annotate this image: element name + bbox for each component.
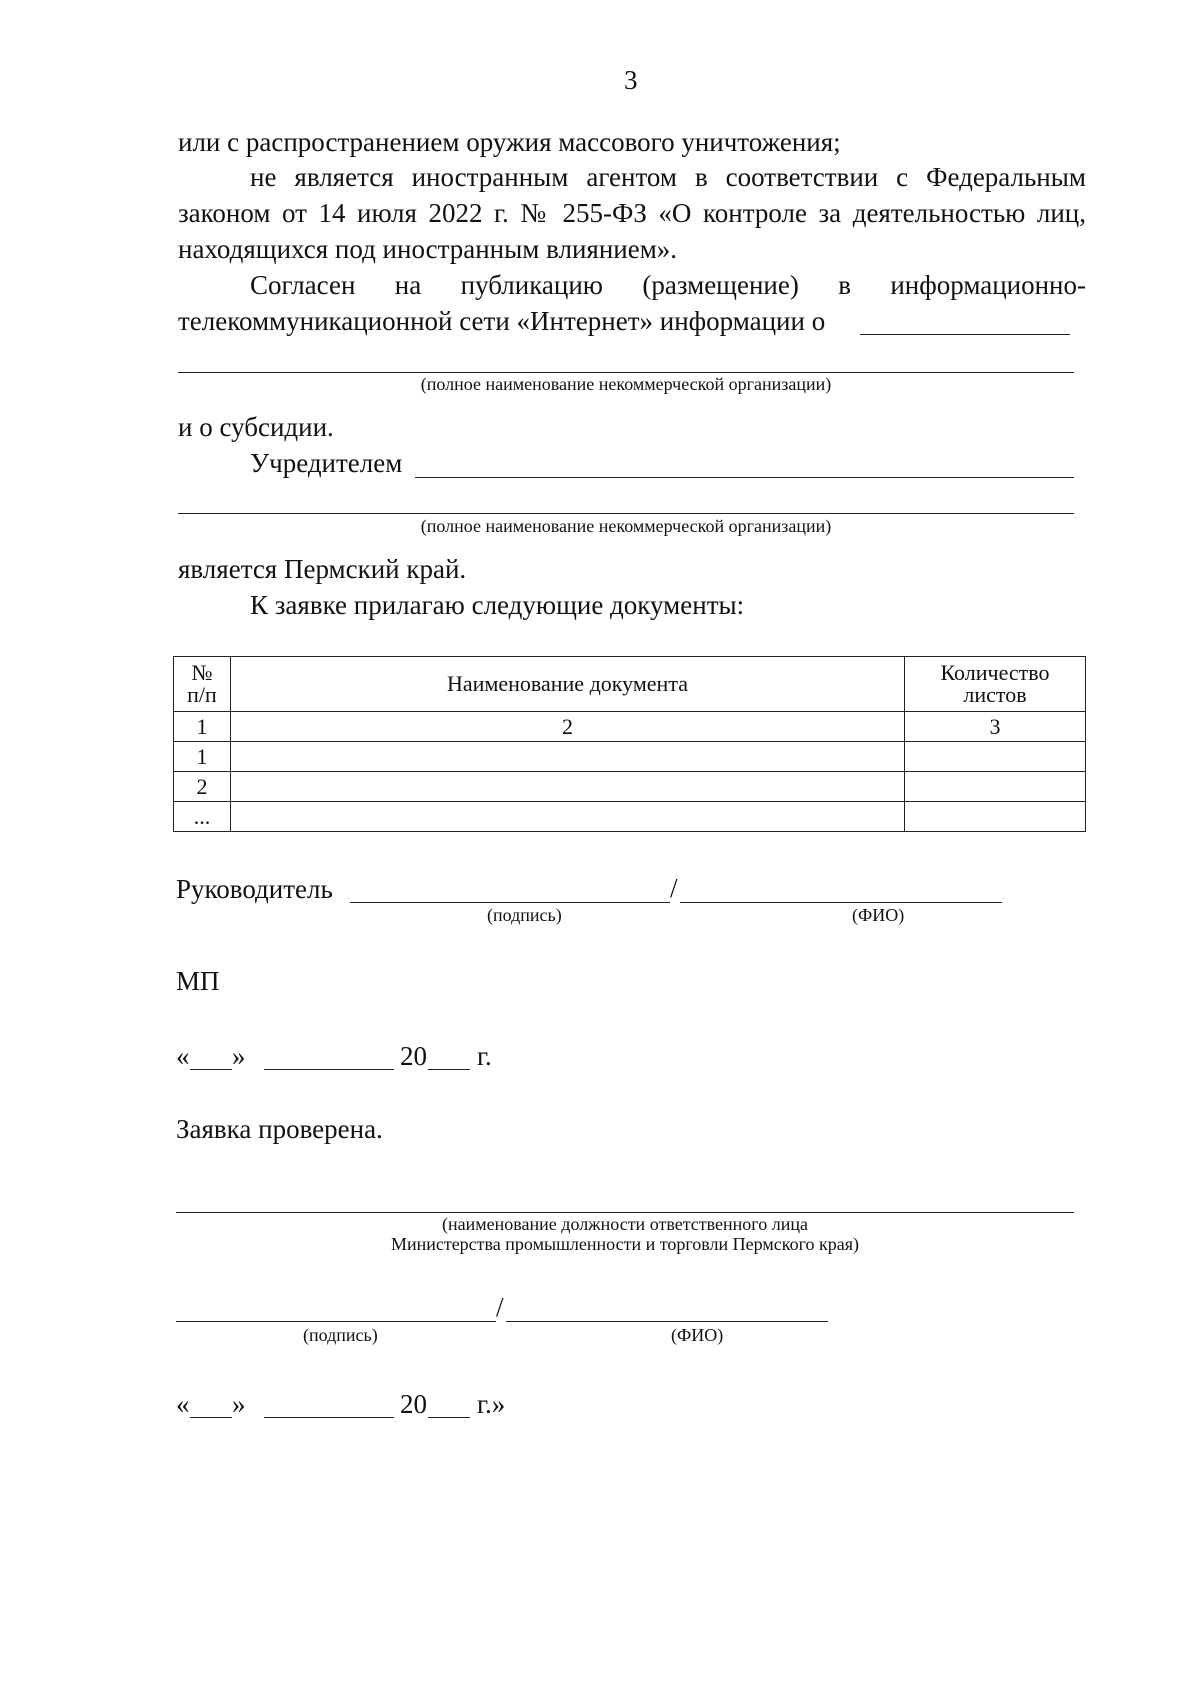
- founder-label: Учредителем: [250, 448, 403, 478]
- check-date-close-quote: »: [232, 1389, 246, 1419]
- table-row: [174, 802, 1086, 832]
- table-cell: 2: [231, 712, 905, 742]
- application-checked-label: Заявка проверена.: [176, 1114, 383, 1144]
- paragraph-perm-krai: является Пермский край.: [178, 554, 467, 584]
- table-cell[interactable]: [231, 742, 905, 772]
- paragraph-consent-line1: Согласен на публикацию (размещение) в информационно-: [250, 270, 1086, 300]
- table-row: [174, 742, 1086, 772]
- date-year-blank[interactable]: [428, 1069, 470, 1070]
- date-day-blank[interactable]: [190, 1069, 232, 1070]
- date-open-quote: «: [176, 1041, 190, 1071]
- org-name-caption-2: (полное наименование некоммерческой организации): [420, 516, 832, 536]
- check-signature-blank[interactable]: [176, 1321, 496, 1322]
- head-sign-caption: (подпись): [487, 905, 562, 925]
- head-signature-blank[interactable]: [350, 902, 670, 903]
- table-header-row: [174, 657, 1086, 712]
- check-date-year-suffix: г.»: [477, 1389, 506, 1419]
- check-date-day-blank[interactable]: [190, 1417, 232, 1418]
- check-date-year-blank[interactable]: [428, 1417, 470, 1418]
- date-month-blank[interactable]: [264, 1069, 394, 1070]
- table-cell: ...: [174, 802, 231, 832]
- head-slash: /: [670, 873, 678, 903]
- paragraph-attach-docs: К заявке прилагаю следующие документы:: [250, 590, 745, 620]
- date-year-suffix: г.: [477, 1041, 492, 1071]
- head-label: Руководитель: [176, 874, 333, 904]
- table-cell: 2: [174, 772, 231, 802]
- check-date-month-blank[interactable]: [264, 1417, 394, 1418]
- page-number: 3: [624, 65, 638, 95]
- org-name-caption-1: (полное наименование некоммерческой организации): [420, 374, 832, 394]
- paragraph-foreign-agent-line1: не является иностранным агентом в соответствии с Федеральным: [250, 162, 1086, 192]
- head-fio-caption: (ФИО): [852, 905, 905, 925]
- check-slash: /: [496, 1292, 504, 1322]
- table-cell: 1: [174, 712, 231, 742]
- table-cell[interactable]: [231, 772, 905, 802]
- position-blank[interactable]: [176, 1212, 1074, 1213]
- date-close-quote: »: [232, 1041, 246, 1071]
- founder-blank-a[interactable]: [415, 477, 1074, 478]
- paragraph-foreign-agent-line3: находящихся под иностранным влиянием».: [178, 234, 678, 264]
- stamp-label: МП: [176, 966, 220, 996]
- paragraph-subsidy: и о субсидии.: [178, 412, 334, 442]
- header-document-name: Наименование документа: [231, 657, 905, 712]
- header-sheet-count: Количество листов: [905, 657, 1086, 712]
- check-fio-blank[interactable]: [506, 1321, 828, 1322]
- paragraph-weapons: или с распространением оружия массового уничтожения;: [178, 127, 841, 157]
- paragraph-consent-line2: телекоммуникационной сети «Интернет» информации о: [178, 306, 826, 336]
- check-fio-caption: (ФИО): [671, 1325, 724, 1345]
- table-row: [174, 712, 1086, 742]
- table-cell: 3: [905, 712, 1086, 742]
- table-cell[interactable]: [905, 772, 1086, 802]
- table-cell[interactable]: [905, 802, 1086, 832]
- date-year-prefix: 20: [400, 1041, 427, 1071]
- table-cell[interactable]: [905, 742, 1086, 772]
- header-number: № п/п: [174, 657, 231, 712]
- position-caption-line2: Министерства промышленности и торговли Пермского края): [390, 1234, 860, 1254]
- founder-blank-b[interactable]: [178, 513, 1074, 514]
- head-fio-blank[interactable]: [680, 902, 1002, 903]
- table-cell[interactable]: [231, 802, 905, 832]
- table-row: [174, 772, 1086, 802]
- paragraph-foreign-agent-line2: законом от 14 июля 2022 г. № 255-ФЗ «О контроле за деятельностью лиц,: [178, 198, 1086, 228]
- org-name-blank-1a[interactable]: [860, 334, 1070, 335]
- check-sign-caption: (подпись): [303, 1325, 378, 1345]
- check-date-open-quote: «: [176, 1389, 190, 1419]
- check-date-year-prefix: 20: [400, 1389, 427, 1419]
- table-cell: 1: [174, 742, 231, 772]
- position-caption-line1: (наименование должности ответственного лица: [442, 1214, 808, 1234]
- org-name-blank-1b[interactable]: [178, 372, 1074, 373]
- documents-table: [173, 656, 1086, 832]
